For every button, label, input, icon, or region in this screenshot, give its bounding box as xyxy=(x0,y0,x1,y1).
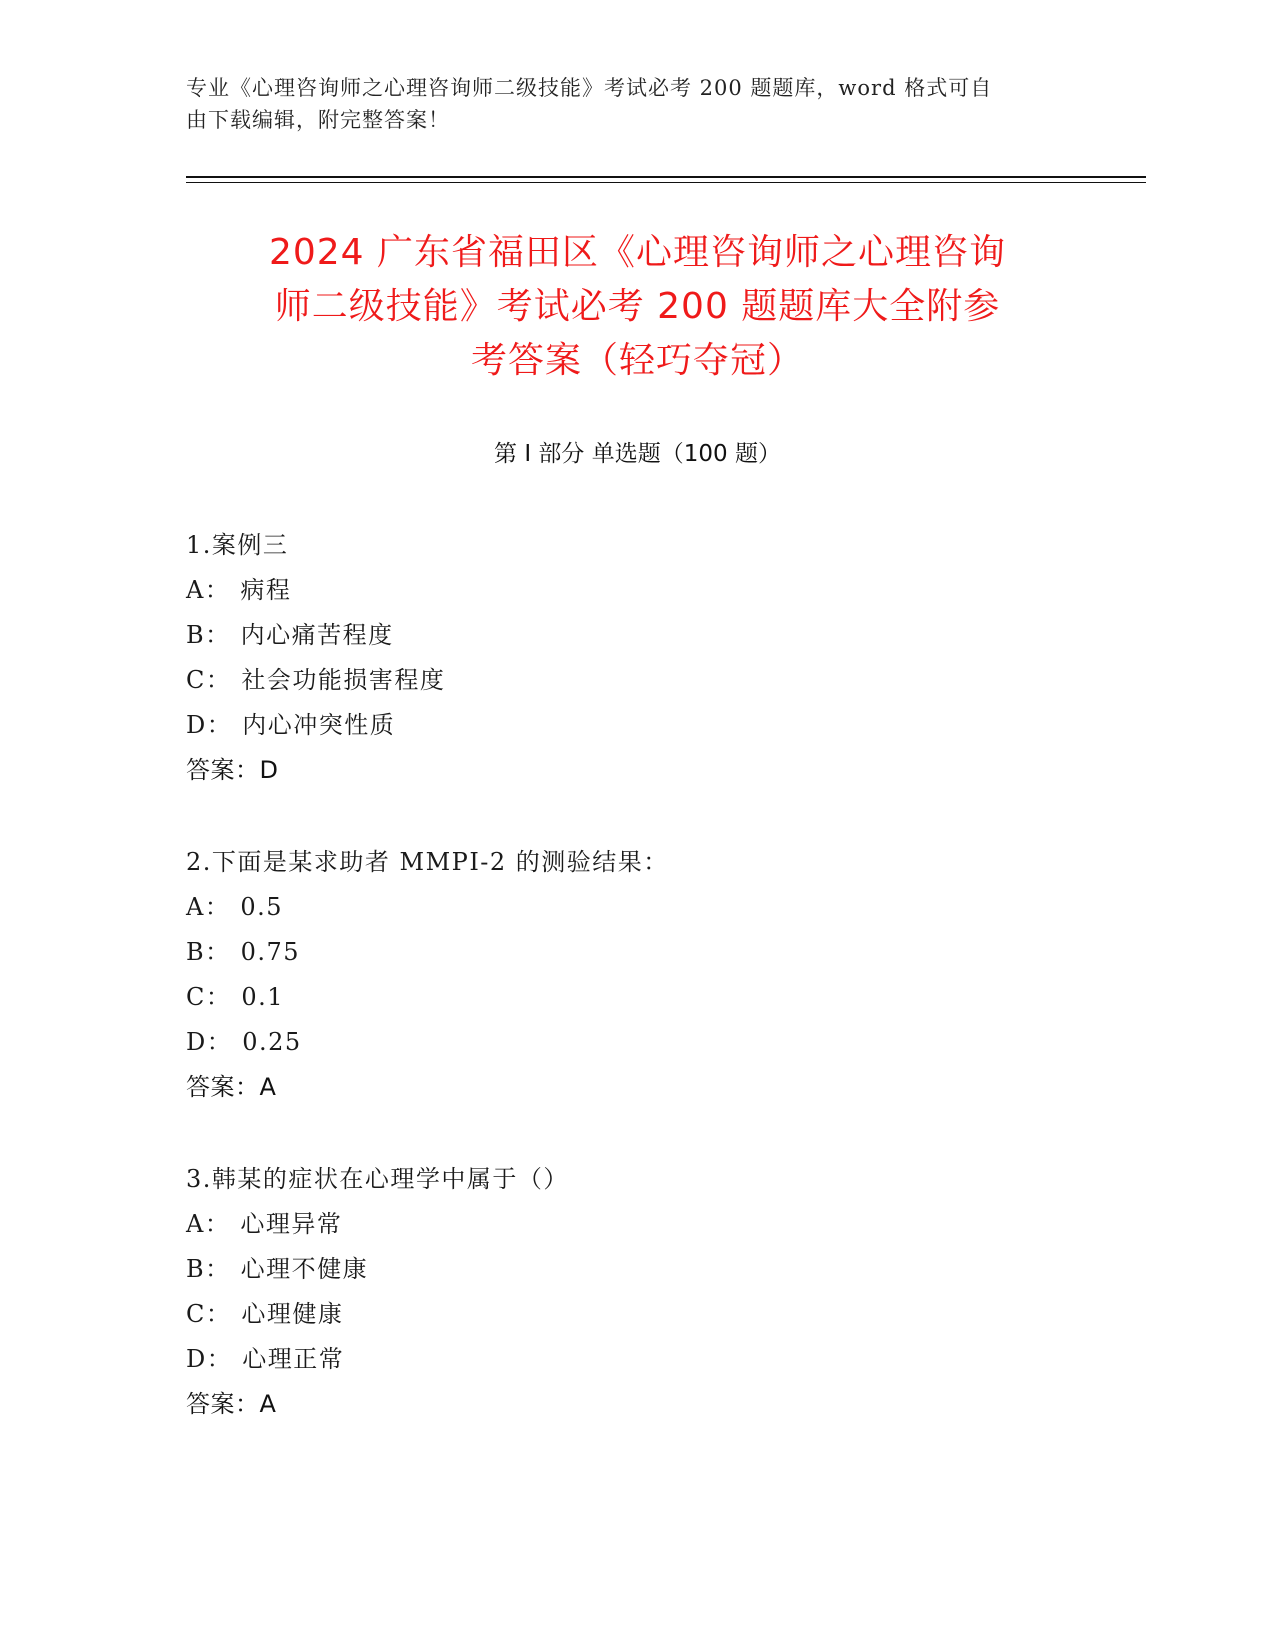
option-text: 心理不健康 xyxy=(240,1255,369,1283)
option-text: 0.1 xyxy=(241,983,285,1011)
option-c xyxy=(186,975,1086,1020)
option-key: B： xyxy=(186,938,231,966)
option-c xyxy=(186,658,1086,703)
question-3 xyxy=(186,1157,1086,1474)
option-text: 0.5 xyxy=(240,893,284,921)
header-note-line-2: 由下载编辑，附完整答案！ xyxy=(186,108,450,132)
option-key: D： xyxy=(186,1345,233,1373)
option-text: 心理健康 xyxy=(241,1300,344,1328)
option-text: 0.75 xyxy=(240,938,301,966)
answer-line: 答案：A xyxy=(186,1390,277,1418)
option-key: C： xyxy=(186,983,232,1011)
header-divider-thin xyxy=(186,182,1146,183)
option-key: D： xyxy=(186,1028,233,1056)
option-d xyxy=(186,1020,1086,1065)
option-b xyxy=(186,1247,1086,1292)
header-note xyxy=(186,72,1066,136)
option-key: B： xyxy=(186,1255,231,1283)
header-note-line-1: 专业《心理咨询师之心理咨询师二级技能》考试必考 200 题题库，word 格式可自 xyxy=(186,76,993,100)
question-2 xyxy=(186,840,1086,1157)
option-a xyxy=(186,568,1086,613)
option-text: 社会功能损害程度 xyxy=(241,666,446,694)
option-d xyxy=(186,703,1086,748)
question-stem: 1.案例三 xyxy=(186,531,289,559)
option-key: A： xyxy=(186,1210,231,1238)
option-a xyxy=(186,1202,1086,1247)
option-key: C： xyxy=(186,1300,232,1328)
option-d xyxy=(186,1337,1086,1382)
option-b xyxy=(186,930,1086,975)
title-line-2: 师二级技能》考试必考 200 题题库大全附参 xyxy=(274,286,1001,327)
option-text: 病程 xyxy=(240,576,292,604)
option-b xyxy=(186,613,1086,658)
option-key: B： xyxy=(186,621,231,649)
option-c xyxy=(186,1292,1086,1337)
question-1 xyxy=(186,523,1086,840)
option-key: A： xyxy=(186,576,231,604)
section-heading: 第 I 部分 单选题（100 题） xyxy=(494,441,781,467)
document-title xyxy=(150,226,1125,388)
option-text: 0.25 xyxy=(242,1028,302,1056)
option-key: A： xyxy=(186,893,231,921)
option-text: 内心痛苦程度 xyxy=(240,621,394,649)
option-text: 心理异常 xyxy=(240,1210,343,1238)
answer-line: 答案：D xyxy=(186,756,279,784)
question-stem: 3.韩某的症状在心理学中属于（） xyxy=(186,1165,569,1193)
question-stem: 2.下面是某求助者 MMPI-2 的测验结果： xyxy=(186,848,669,876)
title-line-3: 考答案（轻巧夺冠） xyxy=(470,340,804,381)
option-text: 心理正常 xyxy=(242,1345,345,1373)
header-divider-thick xyxy=(186,176,1146,178)
question-list xyxy=(186,523,1086,1474)
answer-line: 答案：A xyxy=(186,1073,277,1101)
option-key: C： xyxy=(186,666,232,694)
option-key: D： xyxy=(186,711,233,739)
option-text: 内心冲突性质 xyxy=(242,711,396,739)
title-line-1: 2024 广东省福田区《心理咨询师之心理咨询 xyxy=(268,232,1007,273)
option-a xyxy=(186,885,1086,930)
